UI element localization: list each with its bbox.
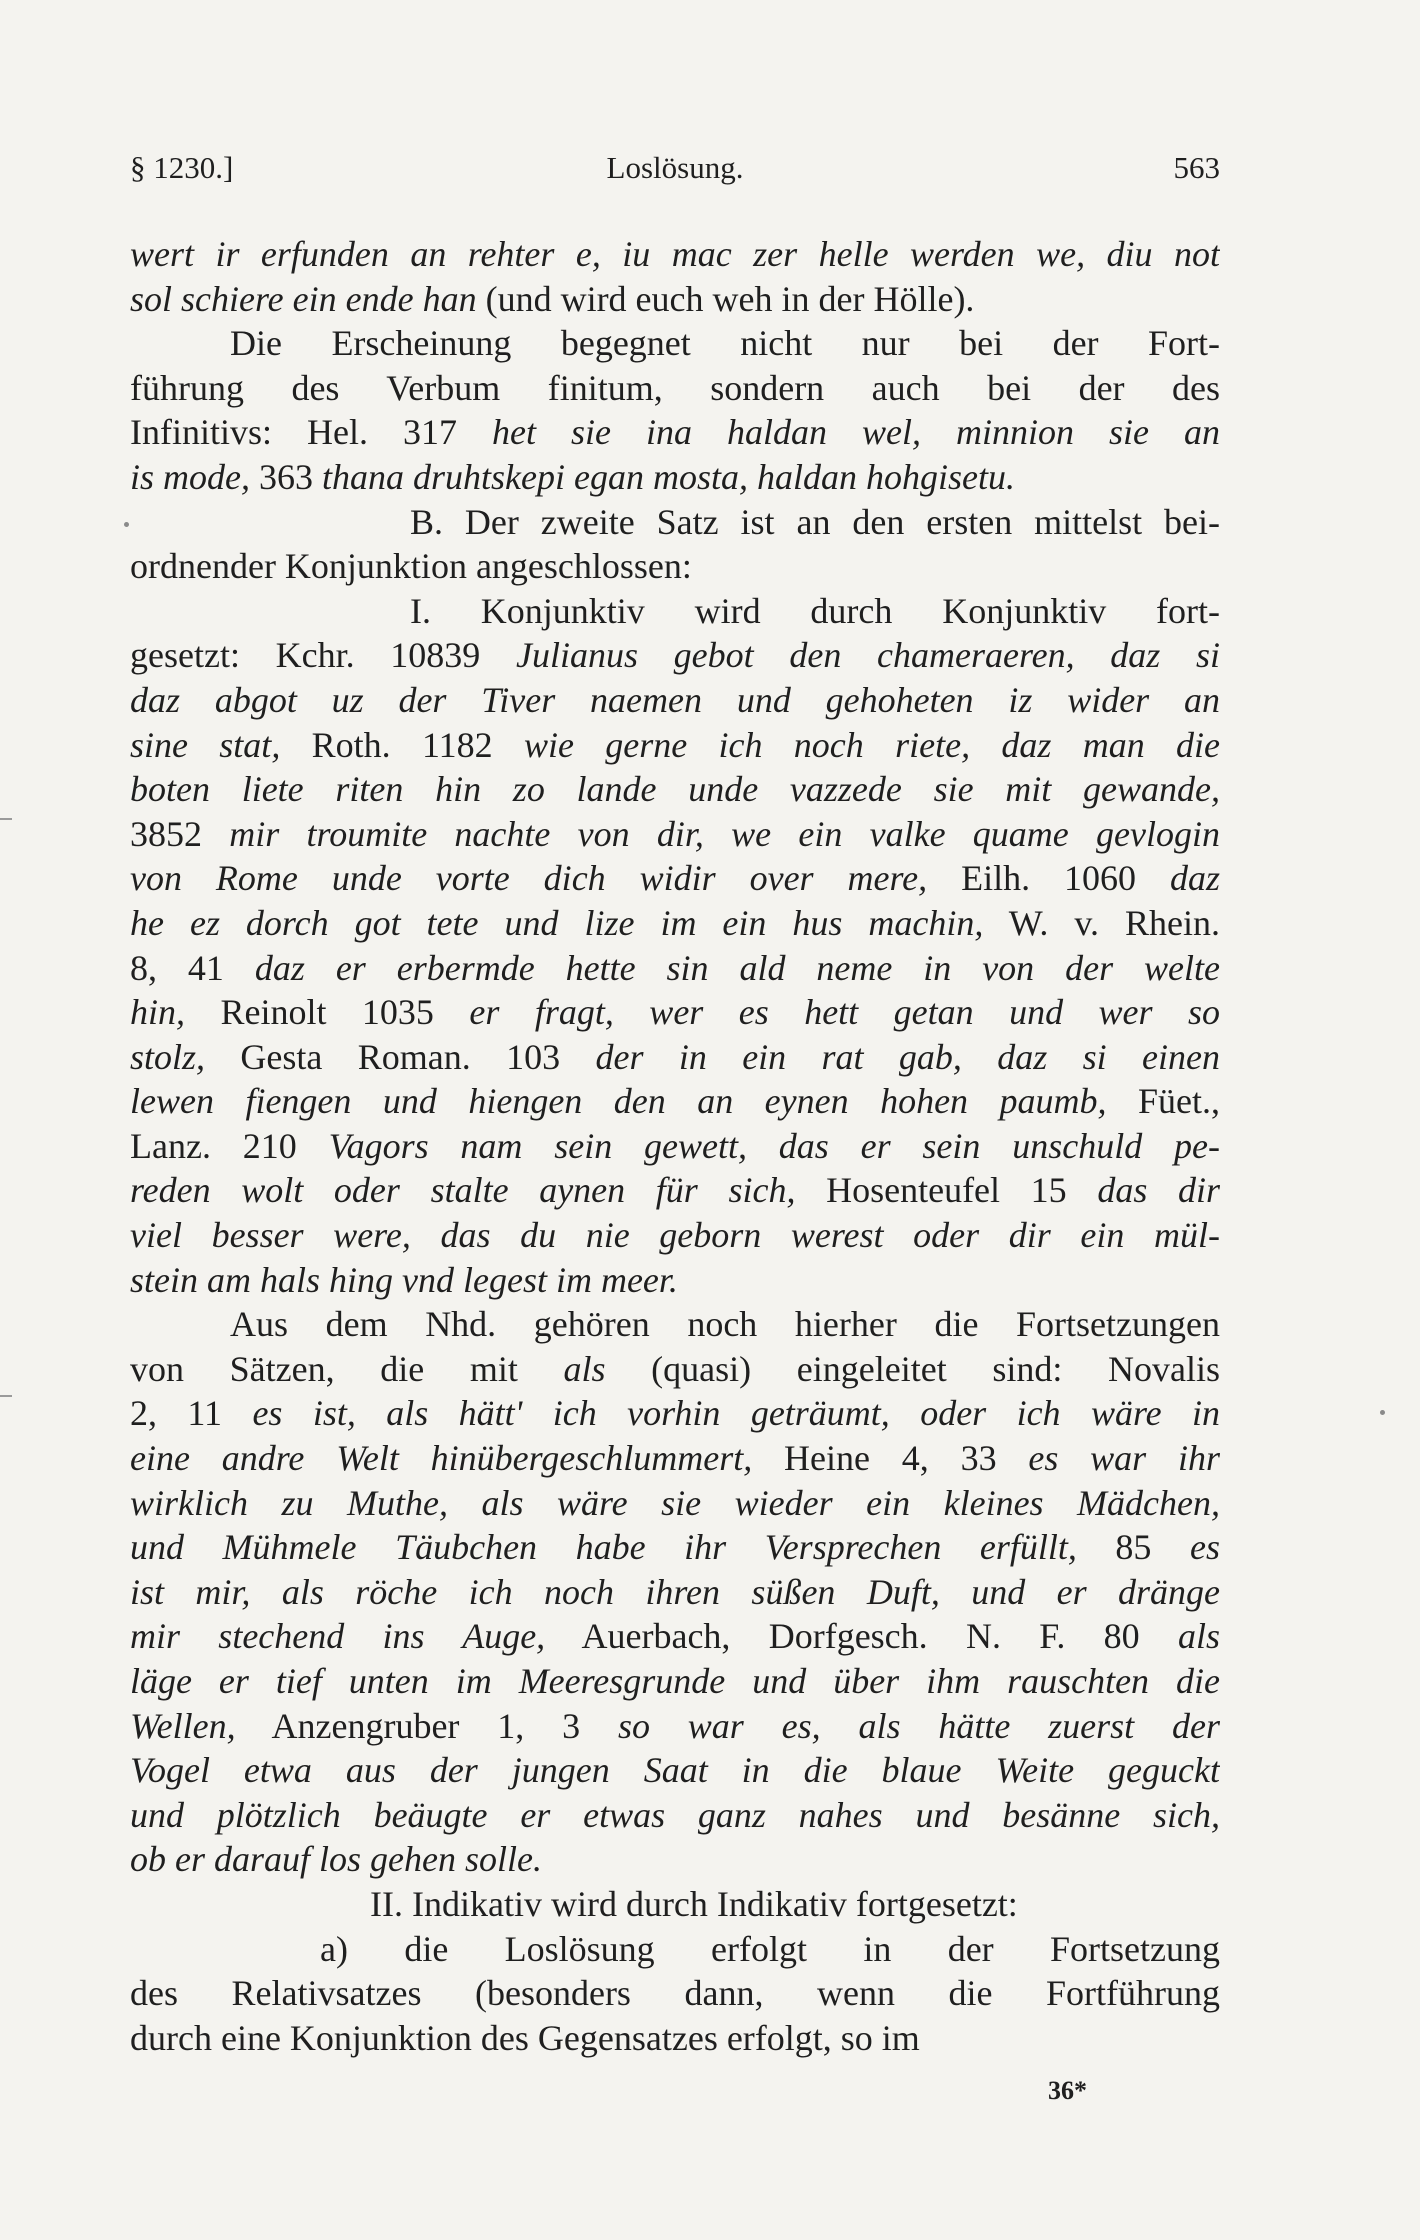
text-line [130,812,1220,857]
text-run: ordnender Konjunktion angeschlossen: [130,546,692,587]
italic-quotation: Vogel etwa aus der jungen Saat in die blaue Weite geguckt [130,1750,1220,1791]
text-line [130,1659,1220,1704]
italic-quotation: Wellen, [130,1705,236,1746]
text-run: 363 [250,456,322,497]
italic-quotation: lewen fiengen und hiengen den an eynen hohen paumb, [130,1081,1107,1122]
italic-quotation: der in ein rat gab, daz si einen [595,1036,1220,1077]
text-line [130,1347,1220,1392]
text-line [130,232,1220,277]
edge-mark [0,1395,12,1397]
italic-quotation: von Rome unde vorte dich widir over mere, [130,858,928,899]
text-line [130,544,1220,589]
text-run: (und wird euch weh in der Hölle). [476,278,975,319]
text-run: Anzengruber 1, 3 [235,1705,618,1746]
italic-quotation: und plötzlich beäugte er etwas ganz nahes und besänne sich, [130,1794,1220,1835]
text-line [130,1971,1220,2016]
speck [1380,1410,1385,1415]
text-line [130,1837,1220,1882]
text-line [130,1258,1220,1303]
italic-quotation: eine andre Welt hinübergeschlummert, [130,1438,753,1479]
italic-quotation: es [1190,1527,1220,1568]
text-line [130,723,1220,768]
text-line [130,1391,1220,1436]
italic-quotation: reden wolt oder stalte aynen für sich, [130,1170,796,1211]
text-run: Lanz. 210 [130,1125,329,1166]
text-line [130,633,1220,678]
text-line [130,1168,1220,1213]
text-line [130,1481,1220,1526]
text-line [130,366,1220,411]
italic-quotation: is mode, [130,456,250,497]
text-run: II. Indikativ wird durch Indikativ fortgesetzt: [370,1883,1018,1924]
italic-quotation: het sie ina haldan wel, minnion sie an [492,412,1220,453]
text-run: Gesta Roman. 103 [205,1036,596,1077]
italic-quotation: wie gerne ich noch riete, daz man die [523,724,1220,765]
text-run: des Relativsatzes (besonders dann, wenn die Fortführung [130,1973,1220,2014]
italic-quotation: so war es, als hätte zuerst der [617,1705,1220,1746]
italic-quotation: wert ir erfunden an rehter e, iu mac zer helle werden we, diu not [130,234,1220,274]
text-run: 3852 [130,813,230,854]
text-run: gesetzt: Kchr. 10839 [130,635,516,676]
text-line [130,1302,1220,1347]
text-line [130,856,1220,901]
italic-quotation: er fragt, wer es hett getan und wer so [469,992,1220,1033]
speck [124,522,129,527]
text-line [130,2016,1220,2061]
text-line [130,1035,1220,1080]
italic-quotation: es war ihr [1028,1438,1220,1479]
text-line [130,1436,1220,1481]
text-line [130,1793,1220,1838]
text-run: Hosenteufel 15 [795,1170,1098,1211]
text-line [130,455,1220,500]
text-run: W. v. Rhein. [983,902,1220,943]
italic-quotation: ist mir, als röche ich noch ihren süßen Duft, und er dränge [130,1571,1220,1612]
text-run: B. Der zweite Satz ist an den ersten mittelst bei- [410,501,1220,542]
italic-quotation: viel besser were, das du nie geborn werest oder dir ein mül- [130,1215,1220,1256]
text-line [130,1614,1220,1659]
running-header [130,150,1220,200]
text-run: führung des Verbum finitum, sondern auch bei der des [130,367,1220,408]
text-run: von Sätzen, die mit [130,1348,564,1389]
text-line [130,1213,1220,1258]
page-number: 563 [1173,150,1220,185]
edge-mark [0,818,12,820]
text-line [130,1704,1220,1749]
text-run: 85 [1076,1527,1190,1568]
text-run: Reinolt 1035 [185,992,470,1033]
text-line [130,767,1220,812]
italic-quotation: sine stat, [130,724,281,765]
text-line [130,277,1220,322]
italic-quotation: und Mühmele Täubchen habe ihr Versprechen erfüllt, [130,1527,1077,1568]
italic-quotation: ob er darauf los gehen solle. [130,1839,542,1880]
italic-quotation: das dir [1097,1170,1220,1211]
text-run: 8, 41 [130,947,255,988]
text-line [130,1927,1220,1972]
text-run: Eilh. 1060 [927,858,1170,899]
text-line [130,1124,1220,1169]
body-text [130,232,1220,2060]
italic-quotation: mir stechend ins Auge, [130,1616,546,1657]
text-run: Füet., [1106,1081,1220,1122]
text-line [130,901,1220,946]
text-line [130,1079,1220,1124]
running-title: Loslösung. [606,150,744,185]
section-reference: § 1230.] [130,150,234,185]
text-run: Auerbach, Dorfgesch. N. F. 80 [545,1616,1178,1657]
italic-quotation: als [1177,1616,1220,1657]
text-run: Aus dem Nhd. gehören noch hierher die Fortsetzungen [230,1304,1220,1345]
signature-mark: 36* [1048,2076,1087,2105]
text-line [130,990,1220,1035]
text-run: Die Erscheinung begegnet nicht nur bei der Fort- [230,323,1220,364]
text-run: 2, 11 [130,1393,253,1434]
italic-quotation: daz abgot uz der Tiver naemen und gehoheten iz wider an [130,679,1220,720]
text-line [130,410,1220,455]
italic-quotation: stolz, [130,1036,206,1077]
italic-quotation: wirklich zu Muthe, als wäre sie wieder ein kleines Mädchen, [130,1482,1220,1523]
italic-quotation: thana druhtskepi egan mosta, haldan hohgisetu. [322,456,1015,497]
text-run: Infinitivs: Hel. 317 [130,412,492,453]
italic-quotation: es ist, als hätt' ich vorhin geträumt, oder ich wäre in [252,1393,1220,1434]
italic-quotation: daz er erbermde hette sin ald neme in von der welte [254,947,1220,988]
italic-quotation: sol schiere ein ende han [130,278,477,319]
text-line [130,1570,1220,1615]
text-line [130,678,1220,723]
italic-quotation: läge er tief unten im Meeresgrunde und über ihm rauschten die [130,1661,1220,1701]
text-run: a) die Loslösung erfolgt in der Fortsetzung [320,1928,1220,1969]
text-line [130,946,1220,991]
text-run: durch eine Konjunktion des Gegensatzes erfolgt, so im [130,2017,920,2058]
text-run: I. Konjunktiv wird durch Konjunktiv fort- [410,590,1220,631]
text-run: Heine 4, 33 [752,1438,1029,1479]
text-run: Roth. 1182 [280,724,524,765]
text-line [130,321,1220,366]
italic-quotation: daz [1169,858,1220,899]
italic-quotation: he ez dorch got tete und lize im ein hus machin, [130,902,984,943]
italic-quotation: stein am hals hing vnd legest im meer. [130,1259,678,1300]
italic-quotation: Vagors nam sein gewett, das er sein unschuld pe- [328,1125,1220,1166]
italic-quotation: hin, [130,992,186,1033]
italic-quotation: mir troumite nachte von dir, we ein valke quame gevlogin [229,813,1220,854]
text-line [130,500,1220,545]
italic-quotation: Julianus gebot den chameraeren, daz si [516,635,1220,676]
text-run: (quasi) eingeleitet sind: Novalis [605,1348,1220,1389]
text-line [130,1525,1220,1570]
text-line [130,1882,1220,1927]
italic-quotation: als [563,1348,606,1389]
italic-quotation: boten liete riten hin zo lande unde vazzede sie mit gewande, [130,769,1220,810]
text-line [130,589,1220,634]
text-line [130,1748,1220,1793]
